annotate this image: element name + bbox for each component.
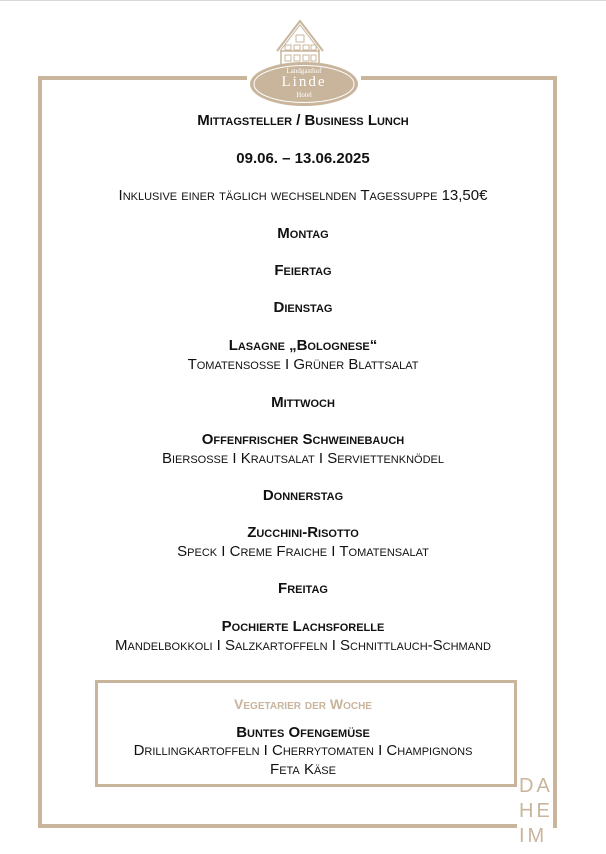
dish-sides: Speck I Creme Fraiche I Tomatensalat <box>177 543 429 560</box>
day-heading: Mittwoch <box>271 394 335 411</box>
dish-sides: Mandelbokkoli I Salzkartoffeln I Schnittlauch-Schmand <box>115 637 491 654</box>
logo <box>247 17 361 109</box>
day-heading: Montag <box>277 225 329 242</box>
menu-dates: 09.06. – 13.06.2025 <box>236 150 370 167</box>
top-rule <box>0 0 606 1</box>
dish-name: Zucchini-Risotto <box>247 524 359 541</box>
logo-text-bottom: Hotel <box>296 91 312 99</box>
dish-sides: Biersoße I Krautsalat I Serviettenknödel <box>161 450 444 467</box>
day-heading: Donnerstag <box>262 487 344 504</box>
vegetarian-dish: Buntes Ofengemüse <box>236 724 370 741</box>
day-heading: Dienstag <box>273 299 333 316</box>
dish-name: Lasagne „Bolognese“ <box>228 337 378 354</box>
vegetarian-sides: Drillingkartoffeln I Cherrytomaten I Champignons <box>133 742 473 759</box>
daheim-line: DA <box>519 775 553 797</box>
dish-name: Feiertag <box>274 262 332 279</box>
vegetarian-sides-extra: Feta Käse <box>270 761 336 778</box>
vegetarian-heading: Vegetarier der Woche <box>234 696 372 712</box>
daheim-line: HE <box>519 800 553 822</box>
day-heading: Freitag <box>278 580 328 597</box>
menu-note: Inklusive einer täglich wechselnden Tagessuppe 13,50€ <box>118 187 488 204</box>
logo-text-top: Landgasthof <box>286 67 322 75</box>
dish-name: Pochierte Lachsforelle <box>221 618 385 635</box>
logo-text-main: Linde <box>281 74 327 90</box>
dish-name: Offenfrischer Schweinebauch <box>201 431 405 448</box>
daheim-brand <box>517 774 553 849</box>
menu-title: Mittagsteller / Business Lunch <box>197 112 409 129</box>
daheim-line: IM <box>519 825 548 847</box>
dish-sides: Tomatensoße I Grüner Blattsalat <box>187 356 419 373</box>
